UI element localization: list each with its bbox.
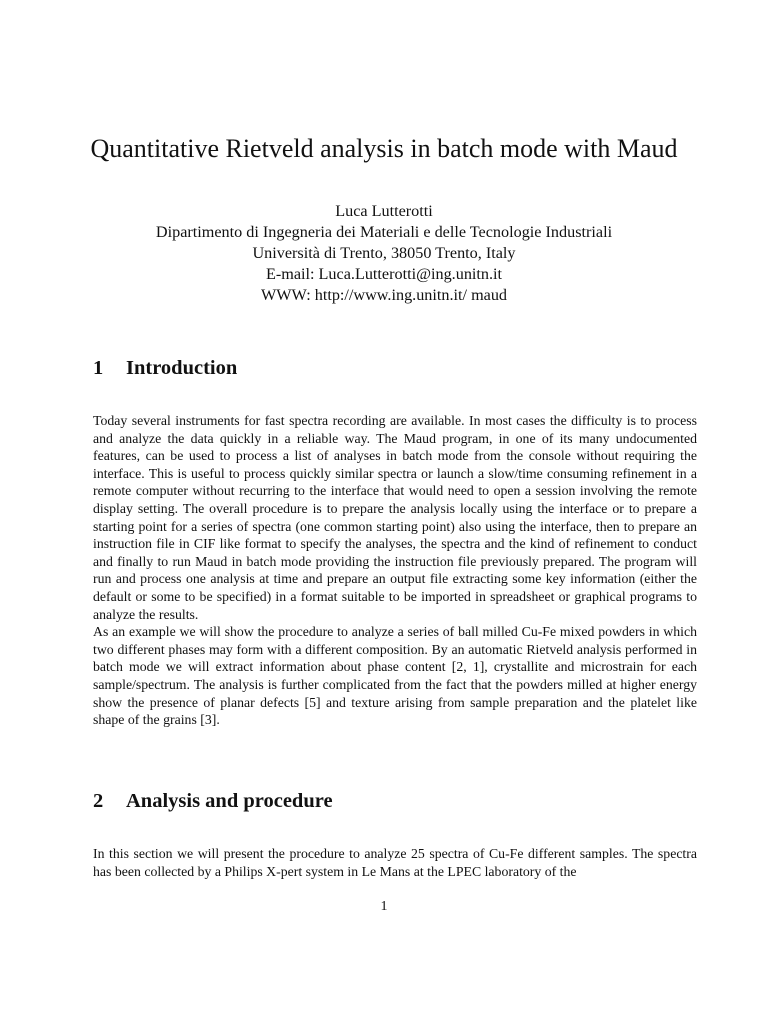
- author-name: Luca Lutterotti: [335, 202, 433, 220]
- paragraph: Today several instruments for fast spectra recording are available. In most cases the difficulty is to process and analyze the data quickly in a reliable way. The Maud program, in one of its many undocumented features, can be used to process a list of analyses in batch mode from the console without requiring the interface. This is useful to process quickly similar spectra or launch a slow/time consuming refinement in a remote computer without recurring to the interface that would need to open a session involving the remote display setting. The overall procedure is to prepare the analysis locally using the interface or to prepare a starting point for a series of spectra (one common starting point) also using the interface, then to prepare an instruction file in CIF like format to specify the analyses, the spectra and the kind of refinement to conduct and finally to run Maud in batch mode providing the instruction file previously prepared. The program will run and process one analysis at time and prepare an output file extracting some key information (either the default or some to be specified) in a format suitable to be imported in spreadsheet or graphical programs to analyze the results.: [93, 413, 697, 622]
- author-website: WWW: http://www.ing.unitn.it/ maud: [260, 286, 508, 304]
- paper-title: Quantitative Rietveld analysis in batch mode with Maud: [90, 134, 678, 163]
- paragraph: As an example we will show the procedure to analyze a series of ball milled Cu-Fe mixed powders in which two different phases may form with a different composition. By an automatic Rietveld analysis performed in batch mode we will extract information about phase content [2, 1], crystallite and microstrain for each sample/spectrum. The analysis is further complicated from the fact that the powders milled at higher energy show the presence of planar defects [5] and texture arising from sample preparation and the platelet like shape of the grains [3].: [93, 624, 697, 728]
- author-department: Dipartimento di Ingegneria dei Materiali e delle Tecnologie Industriali: [155, 223, 613, 241]
- author-block: [0, 201, 768, 306]
- section-title: Introduction: [126, 357, 238, 379]
- section-title: Analysis and procedure: [126, 790, 333, 812]
- analysis-body: [93, 845, 697, 880]
- section-heading-introduction: [93, 355, 237, 381]
- paragraph: In this section we will present the procedure to analyze 25 spectra of Cu-Fe different samples. The spectra has been collected by a Philips X-pert system in Le Mans at the LPEC laboratory of the: [93, 846, 697, 879]
- author-email: E-mail: Luca.Lutterotti@ing.unitn.it: [265, 265, 503, 283]
- author-university: Università di Trento, 38050 Trento, Italy: [252, 244, 516, 262]
- page-number: 1: [380, 899, 388, 914]
- section-number: 2: [93, 790, 104, 812]
- introduction-body: [93, 412, 697, 729]
- section-number: 1: [93, 357, 104, 379]
- section-heading-analysis: [93, 788, 333, 814]
